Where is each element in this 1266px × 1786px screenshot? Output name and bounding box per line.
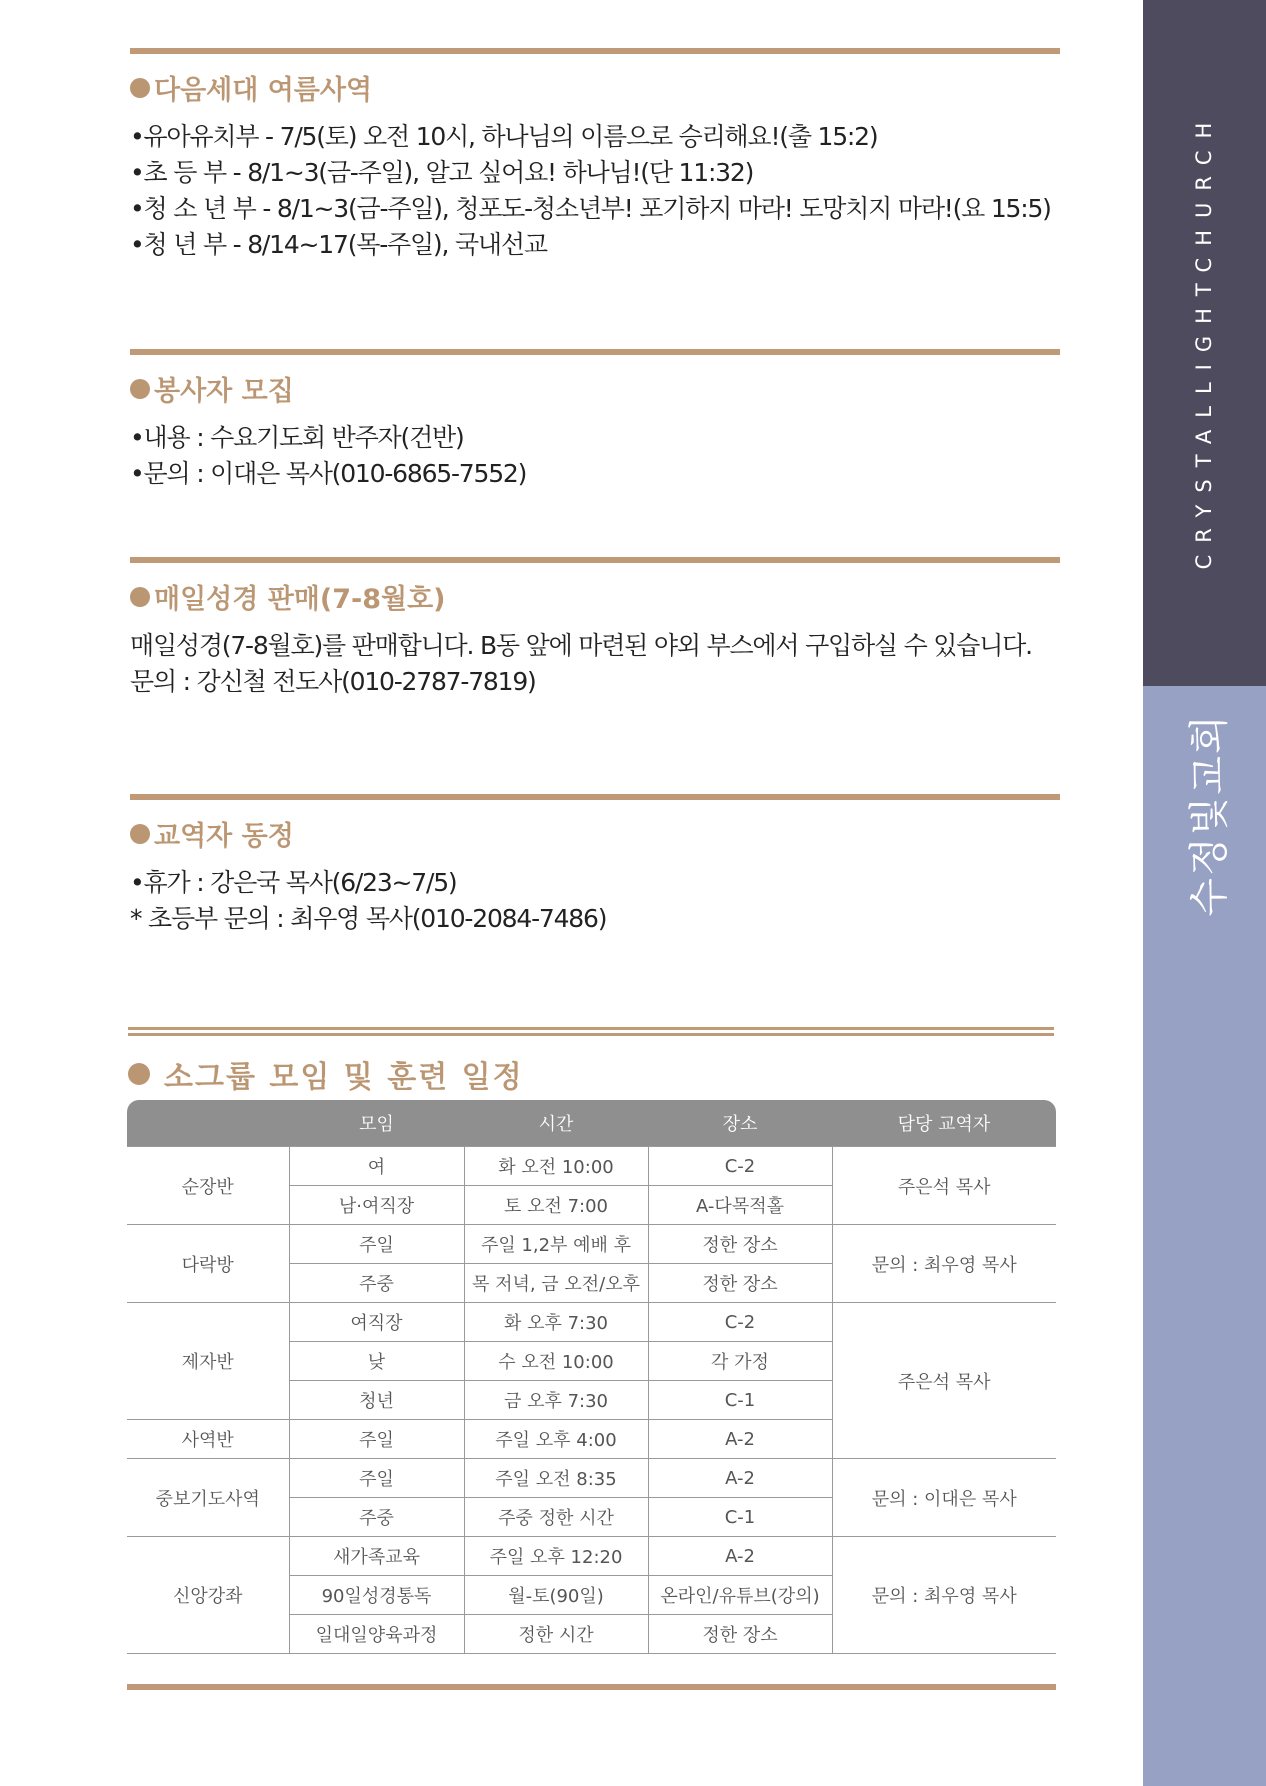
body-line: 매일성경(7-8월호)를 판매합니다. B동 앞에 마련된 야외 부스에서 구입하실 수 있습니다. xyxy=(130,631,1032,660)
time-cell: 주일 오후 4:00 xyxy=(464,1420,648,1459)
meeting-cell: 주중 xyxy=(289,1498,464,1537)
header-cell: 담당 교역자 xyxy=(832,1100,1056,1147)
time-cell: 목 저녁, 금 오전/오후 xyxy=(464,1264,648,1303)
meeting-cell: 여직장 xyxy=(289,1303,464,1342)
meeting-cell: 주일 xyxy=(289,1459,464,1498)
group-name-cell: 순장반 xyxy=(127,1147,289,1225)
church-name-korean: 수정빛교회 xyxy=(1186,713,1233,917)
meeting-cell: 일대일양육과정 xyxy=(289,1615,464,1654)
table-row xyxy=(127,1537,1056,1576)
body-line: •휴가 : 강은국 목사(6/23~7/5) xyxy=(130,868,457,897)
time-cell: 토 오전 7:00 xyxy=(464,1186,648,1225)
minister-cell: 주은석 목사 xyxy=(832,1147,1056,1225)
place-cell: 온라인/유튜브(강의) xyxy=(648,1576,832,1615)
meeting-cell: 주중 xyxy=(289,1264,464,1303)
group-name-cell: 신앙강좌 xyxy=(127,1537,289,1654)
bullet-dot-icon xyxy=(130,78,150,98)
meeting-cell: 여 xyxy=(289,1147,464,1186)
section-divider xyxy=(130,48,1060,54)
section-summer-ministry xyxy=(130,48,1060,263)
table-row xyxy=(127,1303,1056,1342)
bullet-dot-icon xyxy=(130,824,150,844)
meeting-cell: 주일 xyxy=(289,1420,464,1459)
table-body xyxy=(127,1147,1056,1654)
meeting-cell: 청년 xyxy=(289,1381,464,1420)
place-cell: C-1 xyxy=(648,1381,832,1420)
section-divider xyxy=(130,794,1060,800)
meeting-cell: 90일성경통독 xyxy=(289,1576,464,1615)
body-line: •내용 : 수요기도회 반주자(건반) xyxy=(130,423,464,452)
body-line: •청 소 년 부 - 8/1~3(금-주일), 청포도-청소년부! 포기하지 마라! 도망치지 마라!(요 15:5) xyxy=(130,194,1051,223)
body-line: * 초등부 문의 : 최우영 목사(010-2084-7486) xyxy=(130,904,607,933)
church-name-english: CRYSTALLIGHTCHURCH xyxy=(1192,110,1216,570)
meeting-cell: 새가족교육 xyxy=(289,1537,464,1576)
place-cell: 정한 장소 xyxy=(648,1264,832,1303)
time-cell: 주일 오전 8:35 xyxy=(464,1459,648,1498)
body-line: •문의 : 이대은 목사(010-6865-7552) xyxy=(130,459,527,488)
section-title: 교역자 동정 xyxy=(130,814,1060,853)
bullet-dot-icon xyxy=(130,587,150,607)
meeting-cell: 남·여직장 xyxy=(289,1186,464,1225)
header-cell: 모임 xyxy=(289,1100,464,1147)
section-title: 소그룹 모임 및 훈련 일정 xyxy=(128,1052,1054,1096)
table-row xyxy=(127,1147,1056,1186)
time-cell: 정한 시간 xyxy=(464,1615,648,1654)
table-row xyxy=(127,1225,1056,1264)
header-cell: 장소 xyxy=(648,1100,832,1147)
place-cell: 각 가정 xyxy=(648,1342,832,1381)
body-line: 문의 : 강신철 전도사(010-2787-7819) xyxy=(130,667,536,696)
bullet-dot-icon xyxy=(130,379,150,399)
section-body xyxy=(130,119,1060,263)
bullet-dot-icon xyxy=(128,1063,150,1085)
time-cell: 수 오전 10:00 xyxy=(464,1342,648,1381)
section-body xyxy=(130,628,1060,700)
place-cell: A-2 xyxy=(648,1420,832,1459)
section-title: 봉사자 모집 xyxy=(130,369,1060,408)
section-title: 매일성경 판매(7-8월호) xyxy=(130,577,1060,616)
time-cell: 금 오후 7:30 xyxy=(464,1381,648,1420)
schedule-table xyxy=(127,1100,1056,1654)
place-cell: C-2 xyxy=(648,1303,832,1342)
time-cell: 주일 오후 12:20 xyxy=(464,1537,648,1576)
table-row xyxy=(127,1459,1056,1498)
time-cell: 월-토(90일) xyxy=(464,1576,648,1615)
group-name-cell: 중보기도사역 xyxy=(127,1459,289,1537)
table-header-row xyxy=(127,1100,1056,1147)
section-volunteer-recruit xyxy=(130,349,1060,492)
body-line: •초 등 부 - 8/1~3(금-주일), 알고 싶어요! 하나님!(단 11:32) xyxy=(130,158,754,187)
place-cell: 정한 장소 xyxy=(648,1615,832,1654)
place-cell: A-다목적홀 xyxy=(648,1186,832,1225)
time-cell: 주일 1,2부 예배 후 xyxy=(464,1225,648,1264)
group-name-cell: 사역반 xyxy=(127,1420,289,1459)
section-body xyxy=(130,865,1060,937)
body-line: •청 년 부 - 8/14~17(목-주일), 국내선교 xyxy=(130,230,547,259)
minister-cell: 문의 : 이대은 목사 xyxy=(832,1459,1056,1537)
place-cell: C-2 xyxy=(648,1147,832,1186)
minister-cell: 문의 : 최우영 목사 xyxy=(832,1225,1056,1303)
bottom-divider xyxy=(127,1684,1056,1690)
meeting-cell: 낮 xyxy=(289,1342,464,1381)
schedule-table-wrap xyxy=(127,1100,1056,1654)
time-cell: 화 오전 10:00 xyxy=(464,1147,648,1186)
meeting-cell: 주일 xyxy=(289,1225,464,1264)
minister-cell: 주은석 목사 xyxy=(832,1303,1056,1459)
place-cell: C-1 xyxy=(648,1498,832,1537)
place-cell: A-2 xyxy=(648,1537,832,1576)
place-cell: 정한 장소 xyxy=(648,1225,832,1264)
minister-cell: 문의 : 최우영 목사 xyxy=(832,1537,1056,1654)
time-cell: 화 오후 7:30 xyxy=(464,1303,648,1342)
header-cell xyxy=(127,1100,289,1147)
section-title: 다음세대 여름사역 xyxy=(130,68,1060,107)
header-cell: 시간 xyxy=(464,1100,648,1147)
time-cell: 주중 정한 시간 xyxy=(464,1498,648,1537)
section-staff-news xyxy=(130,794,1060,937)
section-divider xyxy=(130,557,1060,563)
section-daily-bible-sale xyxy=(130,557,1060,700)
section-divider xyxy=(128,1027,1054,1036)
section-small-group-schedule xyxy=(128,1027,1054,1096)
place-cell: A-2 xyxy=(648,1459,832,1498)
group-name-cell: 다락방 xyxy=(127,1225,289,1303)
body-line: •유아유치부 - 7/5(토) 오전 10시, 하나님의 이름으로 승리해요!(출 15:2) xyxy=(130,122,878,151)
section-divider xyxy=(130,349,1060,355)
group-name-cell: 제자반 xyxy=(127,1303,289,1420)
section-body xyxy=(130,420,1060,492)
